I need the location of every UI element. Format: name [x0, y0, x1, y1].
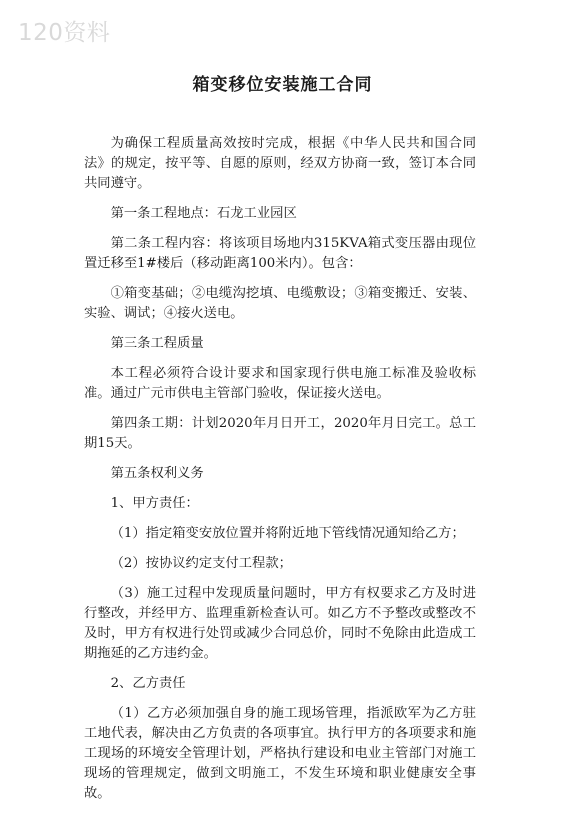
- paragraph-party-b-heading: 2、乙方责任: [110, 676, 186, 691]
- paragraph-article-1: 第一条工程地点：石龙工业园区: [110, 206, 297, 221]
- paragraph-party-b-1: （1）乙方必须加强自身的施工现场管理，指派欧军为乙方驻工地代表，解决由乙方负责的各项事宜。执行甲方的各项要求和施工现场的环境安全管理计划，严格执行建设和电业主管部门对施工现场的管理规定，做到文明施工，不发生环境和职业健康安全事故。: [84, 706, 476, 801]
- paragraph-work-items: ①箱变基础；②电缆沟挖填、电缆敷设；③箱变搬迁、安装、实验、调试；④接火送电。: [84, 286, 476, 321]
- document-body: [84, 134, 476, 814]
- paragraph-party-a-heading: 1、甲方责任：: [110, 496, 199, 511]
- paragraph-party-a-2: （2）按协议约定支付工程款；: [110, 556, 292, 571]
- paragraph-article-2: 第二条工程内容：将该项目场地内315KVA箱式变压器由现位置迁移至1#楼后（移动距离100米内）。包含：: [84, 236, 476, 271]
- paragraph-party-a-3: （3）施工过程中发现质量问题时，甲方有权要求乙方及时进行整改，并经甲方、监理重新检查认可。如乙方不予整改或整改不及时，甲方有权进行处罚或减少合同总价，同时不免除由此造成工期拖延的乙方违约金。: [84, 586, 476, 661]
- watermark-logo: 120资料: [18, 20, 111, 46]
- paragraph-quality: 本工程必须符合设计要求和国家现行供电施工标准及验收标准。通过广元市供电主管部门验收，保证接火送电。: [84, 366, 476, 401]
- paragraph-article-4: 第四条工期：计划2020年月日开工，2020年月日完工。总工期15天。: [84, 416, 476, 451]
- paragraph-article-3: 第三条工程质量: [110, 336, 204, 351]
- paragraph-article-5: 第五条权利义务: [110, 466, 204, 481]
- paragraph-preamble: 为确保工程质量高效按时完成，根据《中华人民共和国合同法》的规定，按平等、自愿的原则，经双方协商一致，签订本合同共同遵守。: [84, 136, 476, 191]
- paragraph-party-a-1: （1）指定箱变安放位置并将附近地下管线情况通知给乙方；: [110, 526, 465, 541]
- document-title: 箱变移位安装施工合同: [192, 75, 373, 95]
